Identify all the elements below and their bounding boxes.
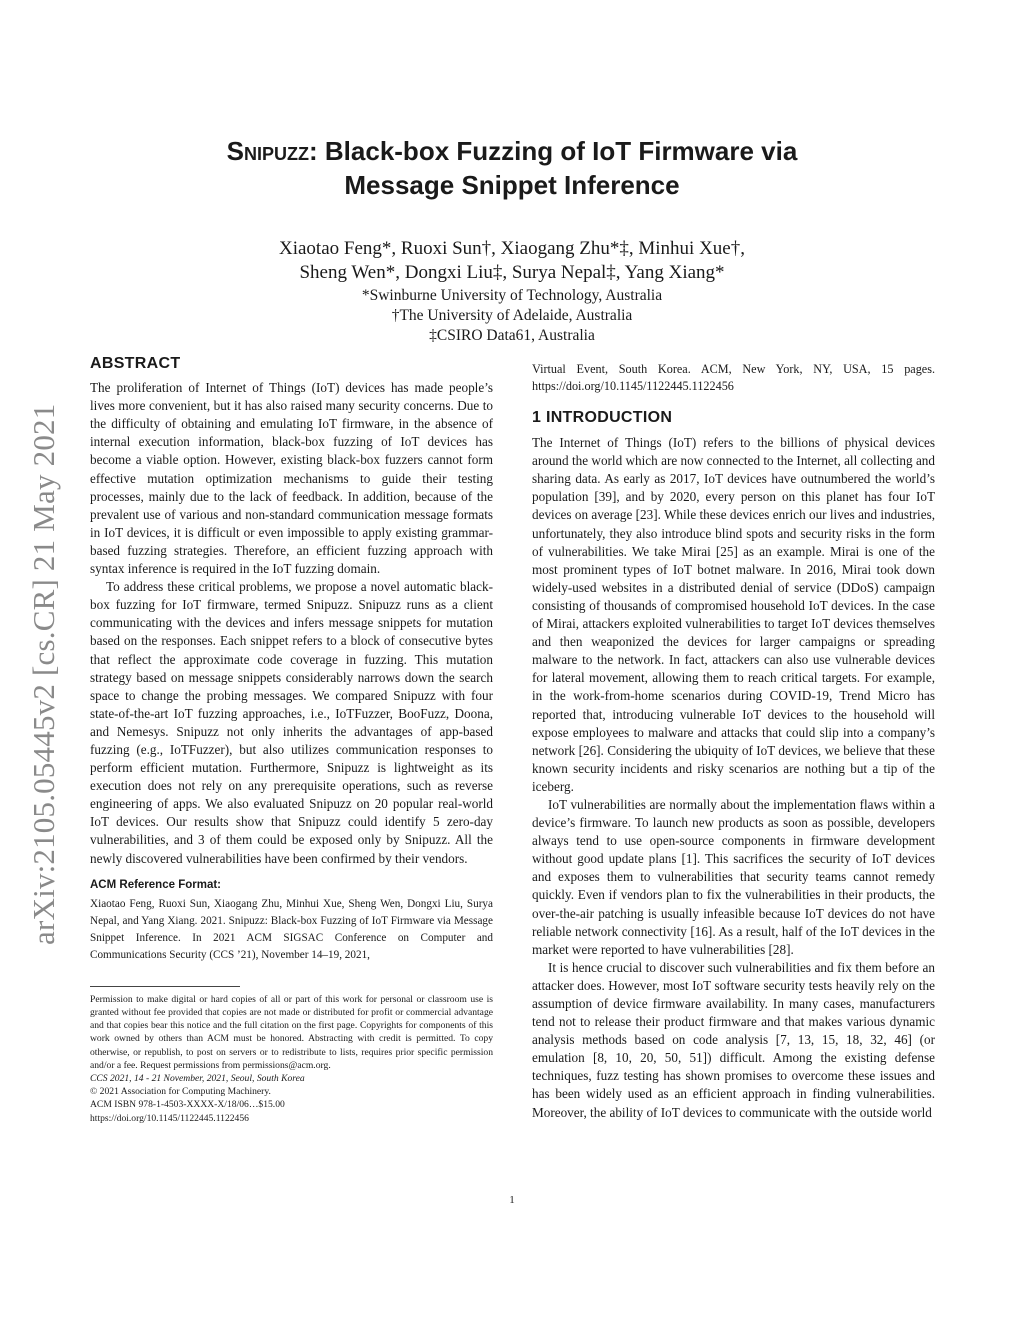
doi-link[interactable]: https://doi.org/10.1145/1122445.1122456 xyxy=(90,1112,249,1124)
abstract-paragraph-1: The proliferation of Internet of Things (IoT) devices has made people’s lives more convenient, but it has also raised many security concerns. Due to the difficulty of obtaining and emulating IoT firmware, in the absence of internal execution information, black-box fuzzing of IoT devices has become a viable option. However, existing black-box fuzzers cannot form effective mutation optimization mechanisms to guide their testing processes, mainly due to the lack of feedback. In addition, because of the prevalent use of various and non-standard communication message formats in IoT devices, it is difficult or even impossible to apply existing grammar-based fuzzing strategies. Therefore, an efficient fuzzing approach with syntax inference is required in the IoT fuzzing domain. xyxy=(90,380,493,577)
right-column xyxy=(532,361,935,1122)
abstract-paragraph-2: To address these critical problems, we propose a novel automatic black-box fuzzing for IoT firmware, termed Snipuzz. Snipuzz runs as a client communicating with the devices and infers message snippets for mutation based on the responses. Each snippet refers to a block of consecutive bytes that reflect the approximate code coverage in fuzzing. This mutation strategy based on message snippets considerably narrows down the search space to change the probing messages. We compared Snipuzz with four state-of-the-art IoT fuzzing approaches, i.e., IoTFuzzer, BooFuzz, Doona, and Nemesys. Snipuzz not only inherits the advantages of app-based fuzzing (e.g., IoTFuzzer), but also utilizes communication responses to perform efficient mutation. Furthermore, Snipuzz is lightweight as its execution does not rely on any prerequisite operations, such as reverse engineering of apps. We also evaluated Snipuzz on 20 popular real-world IoT devices. Our results show that Snipuzz could identify 5 zero-day vulnerabilities, and 3 of them could be exposed only by Snipuzz. All the newly discovered vulnerabilities have been confirmed by their vendors. xyxy=(90,579,493,866)
author-list xyxy=(150,237,874,285)
footnote-rule xyxy=(90,986,240,987)
copyright-line: © 2021 Association for Computing Machinery. xyxy=(90,1086,271,1098)
isbn-line: ACM ISBN 978-1-4503-XXXX-X/18/06…$15.00 xyxy=(90,1099,285,1111)
intro-paragraph-3: It is hence crucial to discover such vulnerabilities and fix them before an attacker does. However, most IoT software security tests heavily rely on the assumption of device firmware availability. In many cases, manufacturers tend not to release their product firmware and that makes various dynamic analysis methods based on code analysis [7, 13, 15, 18, 32, 46] (or emulation [8, 10, 20, 50, 51]) difficult. Among the existing defense techniques, fuzz testing has shown promises to overcome these issues and has been widely used as an efficient approach in finding vulnerabilities. Moreover, the ability of IoT devices to communicate with the outside world xyxy=(532,959,935,1120)
author-line-2: Sheng Wen*, Dongxi Liu‡, Surya Nepal‡, Yang Xiang* xyxy=(299,262,725,283)
acm-reference-heading: ACM Reference Format: xyxy=(90,878,221,891)
title-system-name: Snipuzz xyxy=(226,136,310,166)
intro-paragraph-1: The Internet of Things (IoT) refers to the billions of physical devices around the world which are now connected to the Internet, all collecting and sharing data. As early as 2017, IoT devices have outnumbered the world’s population [39], and by 2020, every person on this planet has four IoT devices on average [23]. While these devices enrich our lives and industries, unfortunately, they also introduce blind spots and security risks in the form of vulnerabilities. We take Mirai [25] as an example. Mirai is one of the most prominent types of IoT botnet malware. In 2016, Mirai took down widely-used websites in a distributed denial of service (DDoS) campaign consisting of thousands of compromised household IoT devices. In the case of Mirai, attackers exploited vulnerabilities to target IoT devices themselves and then weaponized the devices for larger campaigns or spreading malware to the network. In fact, attackers can also use vulnerable devices for lateral movement, allowing them to reach critical targets. For example, in the work-from-home scenarios during COVID-19, Trend Micro has reported that, introducing vulnerable IoT devices to the household will expose employees to malware and attacks that could slip into a company’s network [26]. Considering the ubiquity of IoT devices, we believe that these known security incidents and risky scenarios are nothing but a tip of the iceberg. xyxy=(532,435,935,794)
arxiv-stamp: arXiv:2105.05445v2 [cs.CR] 21 May 2021 xyxy=(26,403,61,945)
acm-reference-text: Xiaotao Feng, Ruoxi Sun, Xiaogang Zhu, Minhui Xue, Sheng Wen, Dongxi Liu, Surya Nepal, and Yang Xiang. 2021. Snipuzz: Black-box Fuzzing of IoT Firmware via Message Snippet Inference. In 2021 ACM SIGSAC Conference on Computer and Communications Security (CCS ’21), November 14–19, 2021, xyxy=(90,897,493,961)
permission-block xyxy=(90,993,493,1125)
abstract-heading: ABSTRACT xyxy=(90,355,181,372)
author-line-1: Xiaotao Feng*, Ruoxi Sun†, Xiaogang Zhu*‡, Minhui Xue†, xyxy=(279,238,745,259)
intro-paragraph-2: IoT vulnerabilities are normally about the implementation flaws within a device’s firmware. To launch new products as soon as possible, developers always tend to use open-source components in firmware development without good update plans [1]. This sacrifices the security of IoT devices and exposes them to vulnerabilities that security teams cannot remedy quickly. Even if vendors plan to fix the vulnerabilities in their products, the over-the-air patching is usually infeasible because IoT devices do not have reliable network connectivity [16]. As a result, half of the IoT devices in the market were reported to have vulnerabilities [28]. xyxy=(532,796,935,957)
affiliation-csiro: ‡CSIRO Data61, Australia xyxy=(429,327,595,344)
paper-title xyxy=(120,134,904,202)
permission-text: Permission to make digital or hard copies of all or part of this work for personal or classroom use is granted without fee provided that copies are not made or distributed for profit or commercial advantage and that copies bear this notice and the full citation on the first page. Copyrights for components of this work owned by others than ACM must be honored. Abstracting with credit is permitted. To copy otherwise, or republish, to post on servers or to redistribute to lists, requires prior specific permission and/or a fee. Request permissions from permissions@acm.org. xyxy=(90,993,493,1071)
introduction-heading: 1 INTRODUCTION xyxy=(532,409,673,426)
page-number: 1 xyxy=(509,1194,515,1206)
affiliations xyxy=(150,286,874,346)
affiliation-swinburne: *Swinburne University of Technology, Australia xyxy=(361,287,663,304)
affiliation-adelaide: †The University of Adelaide, Australia xyxy=(391,307,633,324)
virtual-event-line: Virtual Event, South Korea. ACM, New York, NY, USA, 15 pages. https://doi.org/10.1145/1122445.1122456 xyxy=(532,362,935,393)
title-line2: Message Snippet Inference xyxy=(344,170,680,200)
left-column xyxy=(90,355,493,1125)
conference-line: CCS 2021, 14 - 21 November, 2021, Seoul, South Korea xyxy=(90,1072,305,1084)
title-line1-rest: : Black-box Fuzzing of IoT Firmware via xyxy=(309,136,798,166)
